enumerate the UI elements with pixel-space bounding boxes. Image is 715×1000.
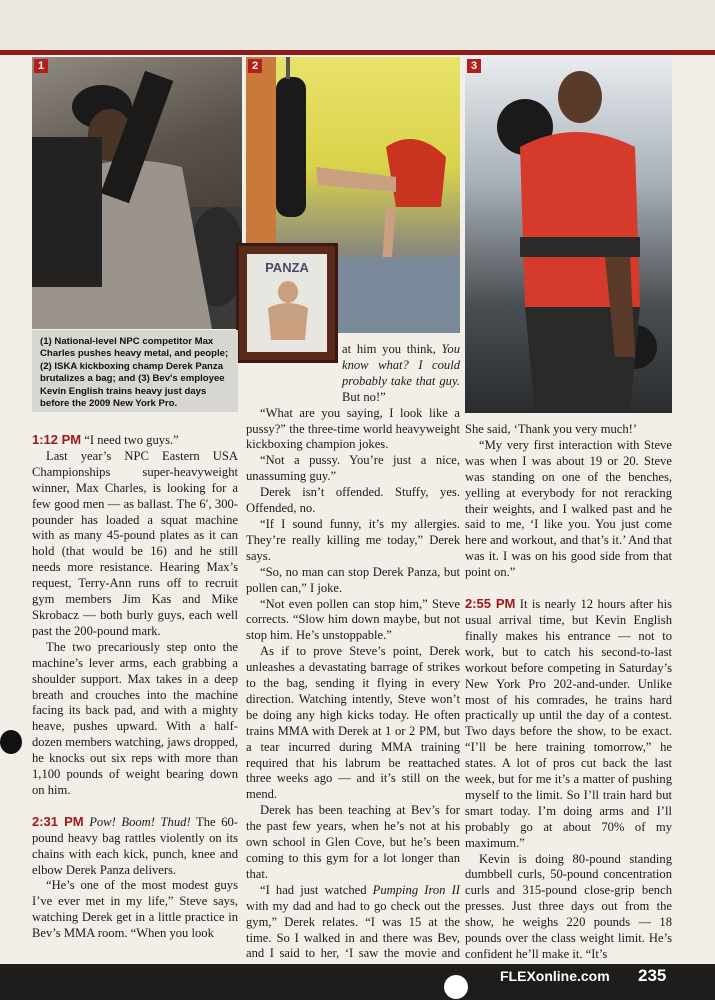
photo-3-illustration: [465, 57, 672, 413]
poster-figure: [263, 280, 313, 340]
paragraph: “My very first interaction with Steve was when I was about 19 or 20. Steve was standing on one of the benches, yelling at everybody for not reracking their weights, and I walked past and he said to me, ‘I like you. You just come here and workout, and that’s it.’ And that was it. I was on his good side from that point on.”: [465, 437, 672, 580]
timestamp: 2:31 PM: [32, 813, 84, 829]
text: at him you think,: [342, 342, 442, 356]
photo-caption: (1) National-level NPC competitor Max Charles pushes heavy metal, and people; (2) ISKA kickboxing champ Derek Panza brutalizes a bag; and (3) Bev's employee Kevin English trains heavy just days before the 2009 New York Pro.: [32, 330, 238, 412]
paragraph: “What are you saying, I look like a pussy?” the three-time world heavyweight kickboxing champion jokes.: [246, 405, 460, 452]
photo-3-number: 3: [467, 59, 481, 73]
photo-3: [465, 57, 672, 413]
article-column-2: [246, 342, 460, 978]
italic-text: You know what? I could probably take that guy.: [342, 342, 460, 388]
text: “I had just watched: [260, 882, 373, 897]
paragraph: “Not a pussy. You’re just a nice, unassuming guy.”: [246, 453, 460, 484]
timestamp: 1:12 PM: [32, 432, 82, 447]
paragraph: She said, ‘Thank you very much!’: [465, 422, 638, 436]
paragraph: “He’s one of the most modest guys I’ve ever met in my life,” Steve says, watching Derek get in a little practice in Bev’s MMA room. “When you look: [32, 878, 238, 941]
photo-1-number: 1: [34, 59, 48, 73]
article-column-3: [465, 422, 672, 963]
footer-site-url[interactable]: FLEXonline.com: [500, 968, 610, 984]
poster-inner: [247, 254, 327, 352]
top-margin: [0, 0, 715, 50]
text: with my dad and had to go check out the gym,” Derek relates. “I was 15 at the time. So I walked in and there was Bev, and I said to her, ‘I saw the movie and: [246, 898, 460, 961]
text: The 60-pound heavy bag rattles violently on its chains with each kick, punch, knee and elbow Derek Panza delivers.: [32, 814, 238, 877]
paragraph: Derek isn’t offended. Stuffy, yes. Offended, no.: [246, 485, 460, 516]
paragraph: [246, 342, 460, 406]
text: But no!”: [342, 389, 386, 404]
paragraph: Last year’s NPC Eastern USA Championships super-heavyweight winner, Max Charles, is looking for a few good men — as ballast. The 6′, 300-pounder has loaded a squat machine with as many 45-pound plates as it can hold (that would be 16) and he still needs more resistance. Hearing Max’s request, Terry-Ann runs off to recruit gym members Jim Kas and Mike Skrobacz — both burly guys, each well past the 200-pound mark.: [32, 448, 238, 638]
photo-2-number: 2: [248, 59, 262, 73]
paragraph: Kevin is doing 80-pound standing dumbbell curls, 50-pound concentration curls and 315-pound close-grip bench presses. Just three days out from the show, he weighs 220 pounds — 18 pounds over the class weight limit. He’s confident he’ll make it. “It’s: [465, 851, 672, 961]
paragraph: [32, 814, 238, 879]
italic-text: Pow! Boom! Thud!: [83, 814, 191, 829]
article-column-1: [32, 432, 238, 942]
binding-hole: [0, 730, 22, 754]
photo-1-illustration: [32, 57, 242, 329]
text: “I need two guys.”: [81, 433, 179, 447]
poster-title: PANZA: [265, 260, 309, 275]
paragraph: [32, 432, 238, 449]
paragraph: “So, no man can stop Derek Panza, but pollen can,” I joke.: [246, 564, 460, 595]
text: It is nearly 12 hours after his usual arrival time, but Kevin English finally makes his entrance — not to work, but to catch his second-to-last workout before competing in Saturday’s New York Pro 202-and-under. Unlike most of his comrades, he trains hard practically up until the day of a contest. Two days before the show, to be exact. “I’ll be here training tomorrow,” he states. A lot of pros cut back the last week, but for me it’s a matter of pushing myself to the limit. So I’ll train hard but smart today. I’m doing arms and I’ll probably go at about 70% of my maximum.”: [465, 597, 672, 850]
page-number: 235: [638, 966, 667, 985]
footer-circle: [444, 975, 468, 999]
paragraph: [465, 596, 672, 852]
paragraph: “Not even pollen can stop him,” Steve corrects. “Slow him down maybe, but not stop him. He’s unstoppable.”: [246, 596, 460, 643]
photo-1: [32, 57, 242, 329]
paragraph: The two precariously step onto the machine’s lever arms, each grabbing a shoulder support. Max takes in a deep breath and crouches into the machine facing its back pad, and with a mighty heave, pushes upward. With a half-dozen members watching, jaws dropped, he knocks out six reps with more than 1,100 pounds of weight bearing down on him.: [32, 639, 238, 797]
paragraph: “If I sound funny, it’s my allergies. They’re really killing me today,” Derek says.: [246, 516, 460, 563]
paragraph: As if to prove Steve’s point, Derek unleashes a devastating barrage of strikes to the bag, sending it flying in every direction. Watching intently, Steve won’t be doing any high kicks today. He often trains MMA with Derek at 1 or 2 PM, but a tear incurred during MMA training required that his labrum be reattached three weeks ago — and it’s still on the mend.: [246, 644, 460, 802]
paragraph: Derek has been teaching at Bev’s for the past few years, when he’s not at his own school in Glen Cove, but he’s been coming to this gym for a lot longer than that.: [246, 803, 460, 881]
top-rule: [0, 50, 715, 55]
italic-text: Pumping Iron II: [372, 882, 460, 897]
timestamp: 2:55 PM: [465, 596, 516, 612]
